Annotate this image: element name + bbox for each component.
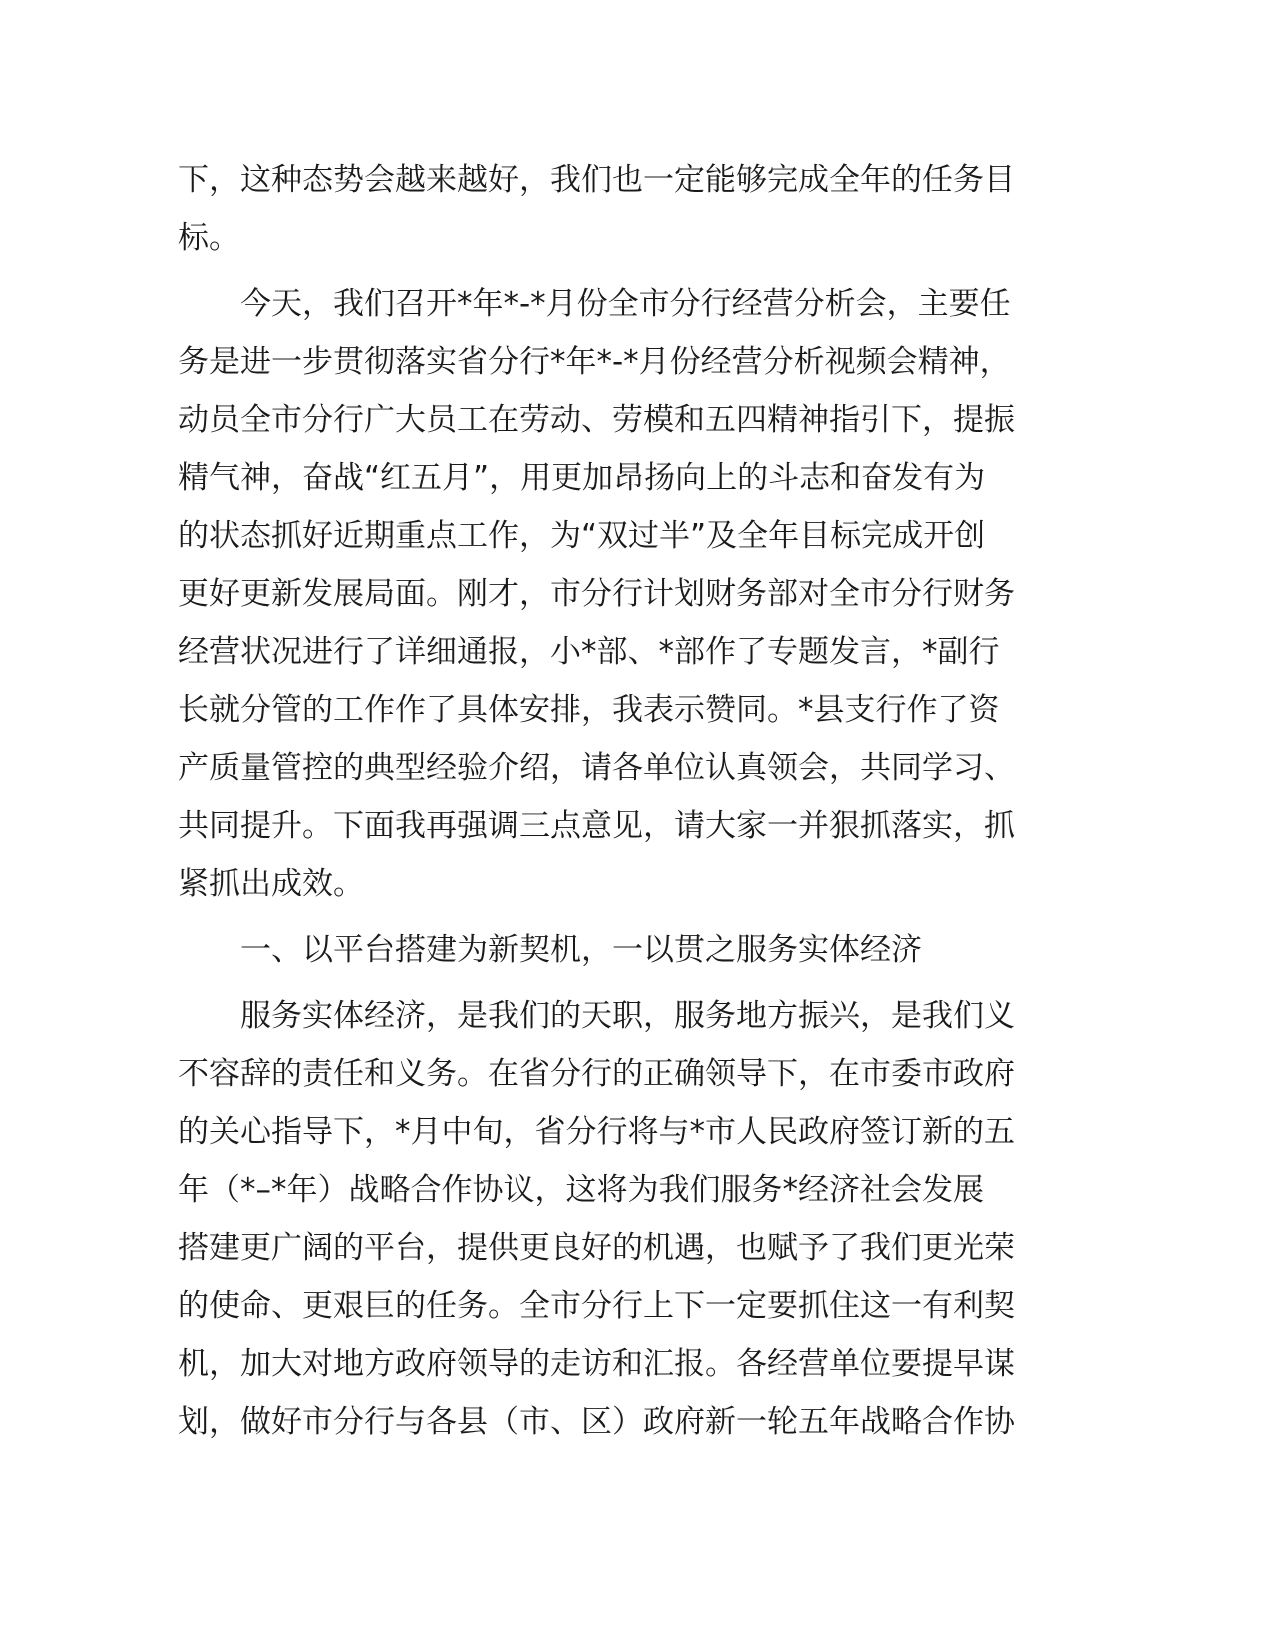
paragraph-gap [178, 913, 1040, 921]
text-line: 紧抓出成效。 [178, 866, 364, 902]
text-line: 服务实体经济，是我们的天职，服务地方振兴，是我们义 [178, 998, 1015, 1034]
document-page [178, 151, 1040, 1451]
text-line: 共同提升。下面我再强调三点意见，请大家一并狠抓落实，抓 [178, 808, 1015, 844]
section-heading: 一、以平台搭建为新契机，一以贯之服务实体经济 [178, 932, 922, 968]
text-line: 务是进一步贯彻落实省分行*年*-*月份经营分析视频会精神， [178, 344, 1011, 380]
text-line: 下，这种态势会越来越好，我们也一定能够完成全年的任务目 [178, 162, 1015, 198]
text-line: 产质量管控的典型经验介绍，请各单位认真领会，共同学习、 [178, 750, 1015, 786]
text-line: 精气神，奋战“红五月”，用更加昂扬向上的斗志和奋发有为 [178, 460, 986, 496]
text-line: 的关心指导下，*月中旬，省分行将与*市人民政府签订新的五 [178, 1114, 1015, 1150]
paragraph-gap [178, 267, 1040, 275]
text-line: 标。 [178, 220, 240, 256]
text-line: 不容辞的责任和义务。在省分行的正确领导下，在市委市政府 [178, 1056, 1015, 1092]
text-line: 机，加大对地方政府领导的走访和汇报。各经营单位要提早谋 [178, 1346, 1015, 1382]
text-line: 经营状况进行了详细通报，小*部、*部作了专题发言，*副行 [178, 634, 1000, 670]
text-line: 更好更新发展局面。刚才，市分行计划财务部对全市分行财务 [178, 576, 1015, 612]
text-line: 动员全市分行广大员工在劳动、劳模和五四精神指引下，提振 [178, 402, 1015, 438]
text-line: 划，做好市分行与各县（市、区）政府新一轮五年战略合作协 [178, 1404, 1015, 1440]
paragraph-gap [178, 979, 1040, 987]
text-line: 搭建更广阔的平台，提供更良好的机遇，也赋予了我们更光荣 [178, 1230, 1015, 1266]
text-line: 年（*–*年）战略合作协议，这将为我们服务*经济社会发展 [178, 1172, 984, 1208]
text-line: 的状态抓好近期重点工作，为“双过半”及全年目标完成开创 [178, 518, 986, 554]
text-line: 的使命、更艰巨的任务。全市分行上下一定要抓住这一有利契 [178, 1288, 1015, 1324]
text-line: 今天，我们召开*年*-*月份全市分行经营分析会，主要任 [178, 286, 1011, 322]
text-line: 长就分管的工作作了具体安排，我表示赞同。*县支行作了资 [178, 692, 1000, 728]
